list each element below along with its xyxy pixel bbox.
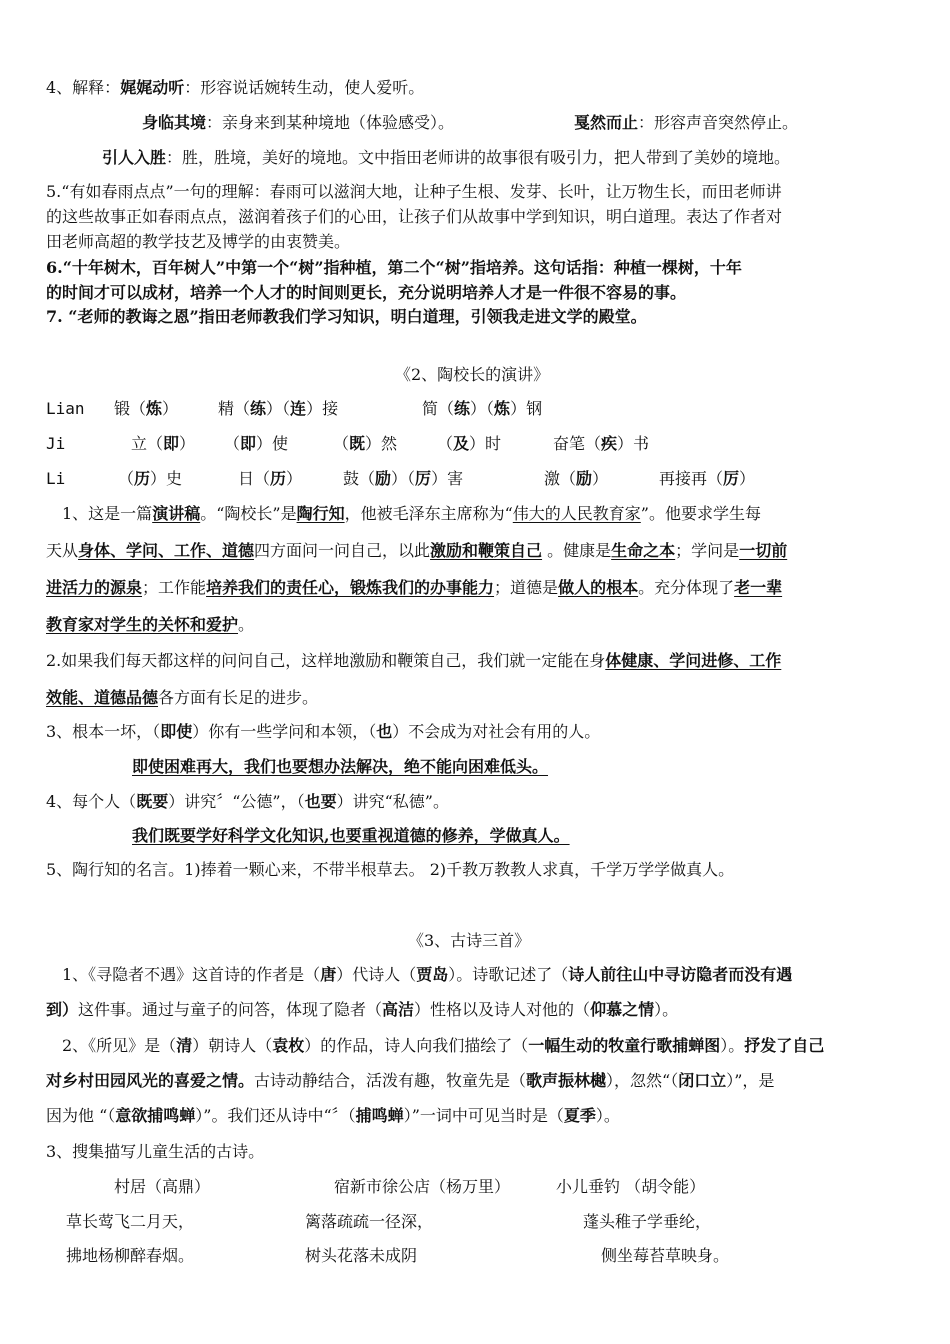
poem-2-line-2: 树头花落未成阴: [305, 1246, 418, 1265]
ji-word-4: （及）时: [437, 434, 502, 453]
ji-word-5: 奋笔（疾）书: [553, 434, 650, 453]
lian-word-1: 锻（炼）: [114, 399, 179, 418]
item-6-line-2: 的时间才可以成材，培养一个人才的时间则更长，充分说明培养人才是一件很不容易的事。: [46, 283, 687, 302]
poem-3-line-2: 侧坐莓苔草映身。: [601, 1246, 730, 1265]
item-5-line-2: 的这些故事正如春雨点点，滋润着孩子们的心田，让孩子们从故事中学到知识，明白道理。表达了作者对: [46, 207, 783, 226]
ji-word-3: （既）然: [333, 434, 398, 453]
lian-word-2: 精（练）（连）接: [218, 399, 339, 418]
item-4-prefix: 4、解释：: [46, 78, 121, 97]
term-shenlin: 身临其境: [142, 113, 207, 132]
item-4-definition-3: [574, 113, 798, 133]
poem-2-title: 宿新市徐公店（杨万里）: [334, 1177, 511, 1196]
s2-p3-example: 即使困难再大，我们也要想办法解决，绝不能向困难低头。: [132, 757, 549, 776]
s3-q1-line-1: 1、《寻隐者不遇》这首诗的作者是（唐）代诗人（贾岛）。诗歌记述了（诗人前往山中寻访隐者而没有遇: [62, 965, 793, 984]
poem-1-line-1: 草长莺飞二月天，: [66, 1212, 195, 1231]
lian-word-3: 简（练）（炼）钢: [422, 399, 543, 418]
s2-p5: 5、陶行知的名言。1)捧着一颗心来，不带半根草去。 2)千教万教教人求真，千学万学学做真人。: [46, 860, 735, 879]
term-weiwei-def: ：形容说话婉转生动，使人爱听。: [184, 78, 425, 97]
s3-q3: 3、搜集描写儿童生活的古诗。: [46, 1142, 265, 1161]
s3-q2-line-2: 对乡村田园风光的喜爱之情。古诗动静结合，活泼有趣，牧童先是（歌声振林樾），忽然“（闭口立）”，是: [46, 1071, 775, 1090]
term-yinren-def: ：胜，胜境，美好的境地。文中指田老师讲的故事很有吸引力，把人带到了美妙的境地。: [166, 148, 791, 167]
item-5-line-1: 5.“有如春雨点点”一句的理解：春雨可以滋润大地，让种子生根、发芽、长叶，让万物生长，而田老师讲: [46, 182, 782, 201]
poem-3-title: 小儿垂钓 （胡令能）: [556, 1177, 706, 1196]
poem-1-line-2: 拂地杨柳醉春烟。: [66, 1246, 195, 1265]
li-word-4: 激（励）: [544, 469, 609, 488]
section-3-title: 《3、古诗三首》: [408, 931, 531, 950]
item-7: 7. “老师的教诲之恩”指田老师教我们学习知识，明白道理，引领我走进文学的殿堂。: [46, 307, 647, 326]
s2-p3: 3、根本一坏，（即使）你有一些学问和本领，（也）不会成为对社会有用的人。: [46, 722, 601, 741]
poem-3-line-1: 蓬头稚子学垂纶，: [583, 1212, 712, 1231]
li-word-1: （历）史: [118, 469, 183, 488]
ji-word-1: 立（即）: [131, 434, 196, 453]
s2-p1-line-3: 进活力的源泉；工作能培养我们的责任心，锻炼我们的办事能力；道德是做人的根本。充分体现了老一辈: [46, 578, 783, 597]
item-4-definition: [46, 78, 424, 98]
li-word-3: 鼓（励）（厉）害: [343, 469, 464, 488]
item-4-definition-2: [142, 113, 454, 133]
poem-1-title: 村居（高鼎）: [114, 1177, 211, 1196]
term-jiaran-def: ：形容声音突然停止。: [638, 113, 799, 132]
item-5-line-3: 田老师高超的教学技艺及博学的由衷赞美。: [46, 232, 351, 251]
s2-p1-line-1: 1、这是一篇演讲稿。“陶校长”是陶行知，他被毛泽东主席称为“伟大的人民教育家”。他要求学生每: [62, 504, 761, 523]
poem-2-line-1: 篱落疏疏一径深，: [305, 1212, 434, 1231]
s2-p4-example: 我们既要学好科学文化知识,也要重视道德的修养，学做真人。: [132, 826, 570, 845]
pinyin-li: Li: [46, 469, 66, 488]
s3-q1-line-2: 到）这件事。通过与童子的问答，体现了隐者（高洁）性格以及诗人对他的（仰慕之情）。: [46, 1000, 679, 1019]
s2-p1-line-4: 教育家对学生的关怀和爱护。: [46, 615, 255, 634]
pinyin-ji: Ji: [46, 434, 66, 453]
s2-p4: 4、每个人（既要）讲究〞“公德”，（也要）讲究“私德”。: [46, 792, 449, 811]
term-shenlin-def: ：亲身来到某种境地（体验感受）。: [206, 113, 455, 132]
s2-p2-line-1: 2.如果我们每天都这样的问问自己，这样地激励和鞭策自己，我们就一定能在身体健康、学问进修、工作: [46, 651, 782, 670]
ji-word-2: （即）使: [224, 434, 289, 453]
li-word-2: 日（历）: [238, 469, 303, 488]
term-jiaran: 戛然而止: [574, 113, 639, 132]
li-word-5: 再接再（厉）: [659, 469, 756, 488]
item-4-definition-4: [102, 148, 790, 168]
pinyin-lian: Lian: [46, 399, 85, 418]
s3-q2-line-1: 2、《所见》是（清）朝诗人（袁枚）的作品，诗人向我们描绘了（一幅生动的牧童行歌捕蝉图）。抒发了自己: [62, 1036, 825, 1055]
section-2-title: 《2、陶校长的演讲》: [395, 365, 550, 384]
s3-q2-line-3: 因为他 “（意欲捕鸣蝉）”。我们还从诗中“〞（捕鸣蝉）”一词中可见当时是（夏季）。: [46, 1106, 620, 1125]
s2-p1-line-2: 天从身体、学问、工作、道德四方面问一问自己，以此激励和鞭策自己 。健康是生命之本；学问是一切前: [46, 541, 788, 560]
item-6-line-1: 6.“十年树木，百年树人”中第一个“树”指种植，第二个“树”指培养。这句话指：种植一棵树，十年: [46, 258, 742, 277]
s2-p2-line-2: 效能、道德品德各方面有长足的进步。: [46, 688, 319, 707]
term-yinren: 引人入胜: [102, 148, 167, 167]
term-weiwei: 娓娓动听: [120, 78, 185, 97]
